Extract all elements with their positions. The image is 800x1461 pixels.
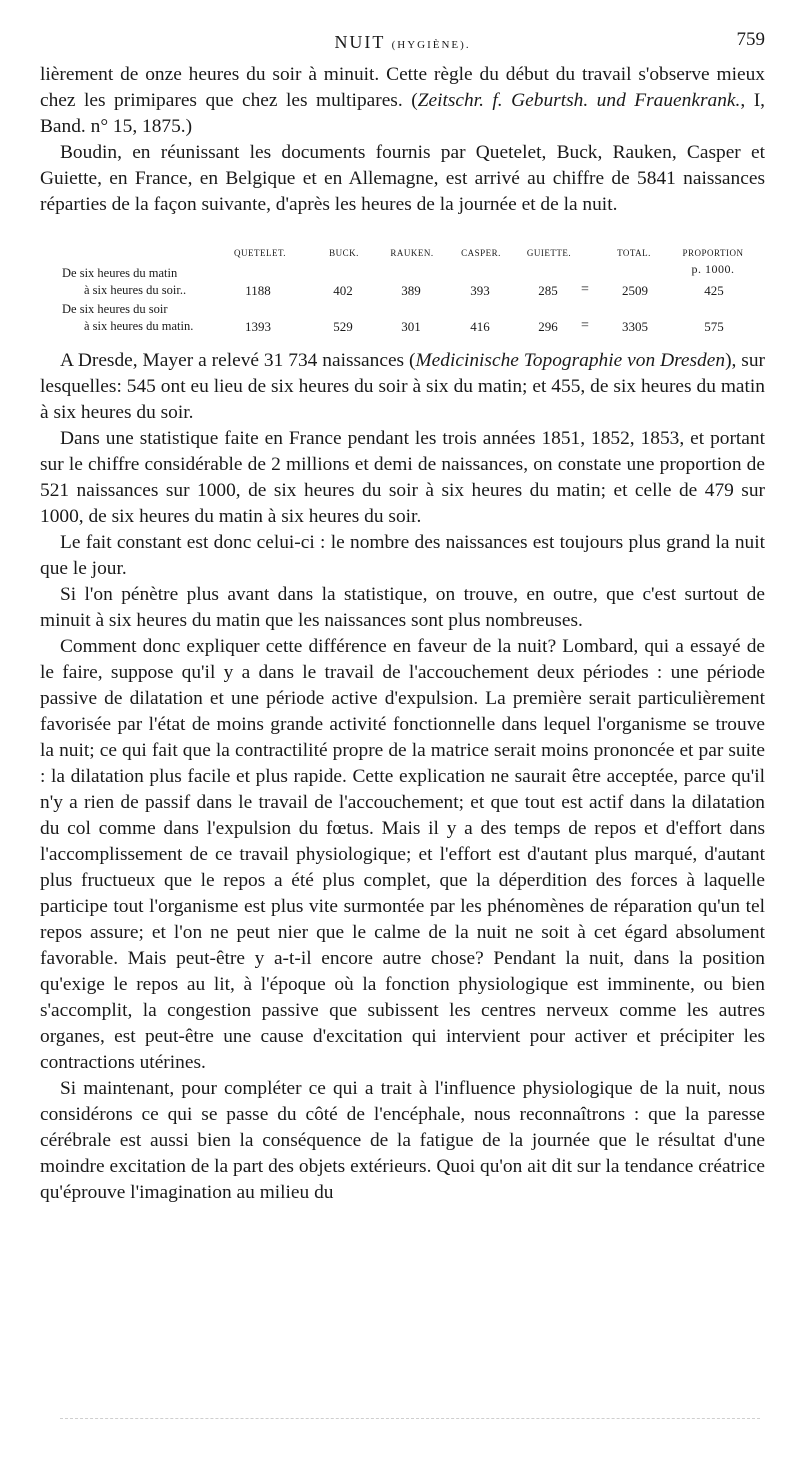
paragraph-2: Boudin, en réunissant les documents fournis par Quetelet, Buck, Rauken, Casper et Guiette, en France, en Belgique et en Allemagne, est arrivé au chiffre de 5841 naissances réparties de la façon suivante, d'après les heures de la journée et de la nuit. xyxy=(40,142,765,215)
running-title xyxy=(40,32,765,53)
row2-rauken: 301 xyxy=(401,319,421,334)
running-title-main: NUIT xyxy=(334,32,386,52)
page-number: 759 xyxy=(736,29,765,50)
running-title-subtitle: (HYGIÈNE). xyxy=(391,39,471,51)
row1-label-b: à six heures du soir.. xyxy=(84,283,187,297)
row2-guiette: 296 xyxy=(538,319,558,334)
paragraph-6: Si l'on pénètre plus avant dans la statistique, on trouve, en outre, que c'est surtout de minuit à six heures du matin que les naissances sont plus nombreuses. xyxy=(40,584,765,631)
paragraph-3-text-a: A Dresde, Mayer a relevé 31 734 naissances ( xyxy=(60,350,416,371)
paragraph-3 xyxy=(40,348,765,426)
births-table xyxy=(40,248,765,338)
col-header-guiette: GUIETTE. xyxy=(526,248,572,258)
body-text xyxy=(40,62,765,218)
row1-buck: 402 xyxy=(333,283,353,298)
row2-label-b: à six heures du matin. xyxy=(84,319,194,333)
col-header-rauken: RAUKEN. xyxy=(390,248,434,258)
paragraph-1-text-a: lièrement de onze heures du soir à minuit. Cette règle du début du travail s'observe mieux chez les primipares que chez les multipares. ( xyxy=(40,64,765,111)
row1-total: 2509 xyxy=(622,283,648,298)
body-text-continued xyxy=(40,348,765,1206)
paragraph-3-text-b: ), sur lesquelles: 545 ont eu lieu de six heures du soir à six du matin; et 455, de six heures du matin à six heures du soir. xyxy=(40,350,765,423)
col-header-casper: CASPER. xyxy=(461,248,501,258)
paragraph-7: Comment donc expliquer cette différence en faveur de la nuit? Lombard, qui a essayé de le faire, suppose qu'il y a dans le travail de l'accouchement deux périodes : une période passive de dilatation et une période active d'expulsion. La première serait particulièrement favorisée par l'état de moins grande activité fonctionnelle dans lequel l'organisme se trouve la nuit; ce qui fait que la contractilité propre de la matrice serait moins prononcée et par suite : la dilatation plus facile et plus rapide. Cette explication ne saurait être acceptée, parce qu'il n'y a rien de passif dans le travail de l'accouchement; et que tout est actif dans la dilatation du col comme dans l'expulsion du fœtus. Mais il y a des temps de repos et d'effort dans l'accomplissement de ce travail physiologique; et l'effort est d'autant plus marqué, d'autant plus fructueux que le repos a été plus complet, que la déperdition des forces à laquelle participe tout l'organisme est plus vite surmontée par les phénomènes de réparation qu'un tel repos assure; et l'on ne peut nier que le calme de la nuit ne soit à cet égard absolument favorable. Mais peut-être y a-t-il encore autre chose? Pendant la nuit, dans la position qu'exige le repos au lit, à l'époque où la fonction physiologique est imminente, ou bien s'accomplit, la congestion passive que subissent les centres nerveux comme les autres organes, est peut-être une cause d'excitation qui intervient pour activer et précipiter les contractions utérines. xyxy=(40,636,765,1073)
row2-casper: 416 xyxy=(470,319,490,334)
row2-quetelet: 1393 xyxy=(245,319,271,334)
row2-buck: 529 xyxy=(333,319,353,334)
paragraph-5: Le fait constant est donc celui-ci : le nombre des naissances est toujours plus grand la nuit que le jour. xyxy=(40,532,765,579)
col-header-proportion: PROPORTION xyxy=(682,248,744,258)
row1-equals: = xyxy=(581,282,589,297)
col-header-quetelet: QUETELET. xyxy=(233,248,287,258)
row1-proportion: 425 xyxy=(704,283,724,298)
row2-proportion: 575 xyxy=(704,319,724,334)
paragraph-1-text-b: , I, Band. n° 15, 1875.) xyxy=(40,90,765,137)
running-head xyxy=(40,29,765,58)
topography-citation: Medicinische Topographie von Dresden xyxy=(415,350,726,371)
row1-label-a: De six heures du matin xyxy=(62,266,178,280)
row2-equals: = xyxy=(581,318,589,333)
row2-label-a: De six heures du soir xyxy=(62,302,168,316)
col-header-per-thousand: p. 1000. xyxy=(691,262,735,276)
row1-guiette: 285 xyxy=(538,283,558,298)
col-header-buck: BUCK. xyxy=(329,248,359,258)
row2-total: 3305 xyxy=(622,319,648,334)
paragraph-4: Dans une statistique faite en France pendant les trois années 1851, 1852, 1853, et portant sur le chiffre considérable de 2 millions et demi de naissances, on constate une proportion de 521 naissances sur 1000, de six heures du soir à six heures du matin; et celle de 479 sur 1000, de six heures du matin à six heures du soir. xyxy=(40,428,765,527)
journal-citation: Zeitschr. f. Geburtsh. und Frauenkrank. xyxy=(417,90,741,111)
row1-casper: 393 xyxy=(470,283,490,298)
paragraph-1 xyxy=(40,62,765,140)
col-header-total: TOTAL. xyxy=(617,248,651,258)
row1-quetelet: 1188 xyxy=(245,283,271,298)
paragraph-8: Si maintenant, pour compléter ce qui a trait à l'influence physiologique de la nuit, nous considérons ce qui se passe du côté de l'encéphale, nous reconnaîtrons : que la paresse cérébrale est aussi bien la conséquence de la fatigue de la journée que le résultat d'une moindre excitation de la part des objets extérieurs. Quoi qu'on ait dit sur la tendance créatrice qu'éprouve l'imagination au milieu du xyxy=(40,1078,765,1203)
bottom-bleed-rule xyxy=(60,1418,760,1419)
row1-rauken: 389 xyxy=(401,283,421,298)
